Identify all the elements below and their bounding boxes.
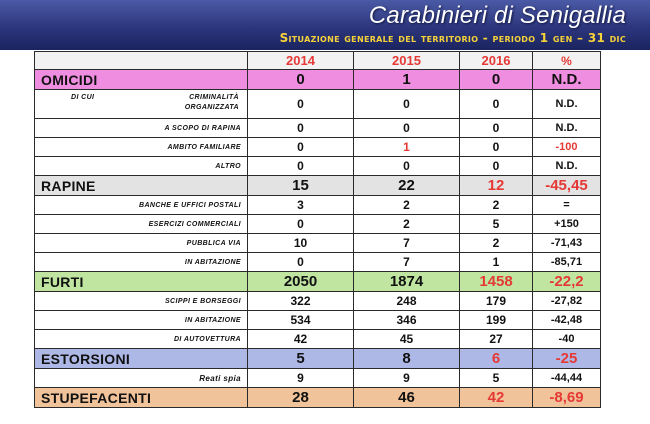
cell-2015: 7 [354, 253, 460, 272]
row-label [35, 90, 248, 119]
cell-percent: N.D. [533, 157, 601, 176]
table-row-criminalita-organizzata [35, 90, 601, 119]
row-label: FURTI [35, 272, 248, 292]
cell-percent: N.D. [533, 119, 601, 138]
cell-2016: 0 [460, 119, 533, 138]
crime-statistics-table [34, 51, 600, 424]
row-label: ALTRO [35, 157, 248, 176]
cell-percent: = [533, 196, 601, 215]
cell-2015: 9 [354, 369, 460, 388]
cell-2015: 2 [354, 215, 460, 234]
cell-percent: -85,71 [533, 253, 601, 272]
cell-2015: 248 [354, 292, 460, 311]
cell-2016: 1458 [460, 272, 533, 292]
cell-2015: 7 [354, 234, 460, 253]
cell-2016: 5 [460, 215, 533, 234]
cell-2016: 179 [460, 292, 533, 311]
header-2016: 2016 [460, 52, 533, 70]
cell-2014: 0 [248, 138, 354, 157]
cell-percent: +150 [533, 215, 601, 234]
cell-2015: 0 [354, 119, 460, 138]
cell-percent: -71,43 [533, 234, 601, 253]
cell-percent: -100 [533, 138, 601, 157]
cell-2016: 0 [460, 157, 533, 176]
cell-percent: -42,48 [533, 311, 601, 330]
table-row-abitazione-furti [35, 311, 601, 330]
cell-percent: -8,69 [533, 388, 601, 408]
row-label: Reati spia [35, 369, 248, 388]
row-label: ESTORSIONI [35, 349, 248, 369]
row-prefix: DI CUI [71, 94, 95, 101]
table-header-row [35, 52, 601, 70]
cell-2014: 3 [248, 196, 354, 215]
row-label: SCIPPI E BORSEGGI [35, 292, 248, 311]
cell-2014: 322 [248, 292, 354, 311]
cell-2016: 6 [460, 349, 533, 369]
cell-2015: 1 [354, 138, 460, 157]
row-label: OMICIDI [35, 70, 248, 90]
header-2015: 2015 [354, 52, 460, 70]
table-row-reati-spia [35, 369, 601, 388]
cell-2016: 42 [460, 388, 533, 408]
cell-2015: 45 [354, 330, 460, 349]
row-label: RAPINE [35, 176, 248, 196]
table-row-stupefacenti [35, 388, 601, 408]
cell-2014: 0 [248, 215, 354, 234]
cell-2014: 0 [248, 90, 354, 119]
table-row-esercizi-commerciali [35, 215, 601, 234]
cell-2015: 0 [354, 90, 460, 119]
cell-2014: 0 [248, 70, 354, 90]
table-row-scopo-rapina [35, 119, 601, 138]
table-row-omicidi [35, 70, 601, 90]
cell-2015: 1874 [354, 272, 460, 292]
table-row-ambito-familiare [35, 138, 601, 157]
table-row-furti [35, 272, 601, 292]
cell-2014: 534 [248, 311, 354, 330]
cell-2016: 2 [460, 196, 533, 215]
row-label: PUBBLICA VIA [35, 234, 248, 253]
cell-2016: 5 [460, 369, 533, 388]
cell-2016: 199 [460, 311, 533, 330]
cell-2014: 28 [248, 388, 354, 408]
table-row-banche [35, 196, 601, 215]
cell-percent: -22,2 [533, 272, 601, 292]
banner-subtitle: Situazione generale del territorio - periodo 1 gen – 31 dic [279, 31, 626, 45]
cell-2016: 12 [460, 176, 533, 196]
cell-percent: -44,44 [533, 369, 601, 388]
header-percent: % [533, 52, 601, 70]
table-row-autovettura [35, 330, 601, 349]
cell-2014: 0 [248, 157, 354, 176]
cell-2015: 346 [354, 311, 460, 330]
cell-2016: 1 [460, 253, 533, 272]
row-label: A SCOPO DI RAPINA [35, 119, 248, 138]
cell-2014: 42 [248, 330, 354, 349]
cell-percent: -40 [533, 330, 601, 349]
row-label: DI AUTOVETTURA [35, 330, 248, 349]
cell-2014: 9 [248, 369, 354, 388]
cell-2015: 2 [354, 196, 460, 215]
cell-2014: 5 [248, 349, 354, 369]
cell-percent: -25 [533, 349, 601, 369]
cell-2016: 0 [460, 70, 533, 90]
cell-2015: 1 [354, 70, 460, 90]
cell-percent: N.D. [533, 70, 601, 90]
cell-2015: 22 [354, 176, 460, 196]
table-row-rapine [35, 176, 601, 196]
cell-2015: 0 [354, 157, 460, 176]
row-label: IN ABITAZIONE [35, 311, 248, 330]
cell-2016: 0 [460, 90, 533, 119]
header-empty-cell [35, 52, 248, 70]
row-label: STUPEFACENTI [35, 388, 248, 408]
row-label-text: CRIMINALITÀ ORGANIZZATA [184, 94, 239, 111]
banner-title: Carabinieri di Senigallia [368, 2, 626, 29]
cell-2014: 2050 [248, 272, 354, 292]
cell-2016: 2 [460, 234, 533, 253]
cell-2014: 0 [248, 253, 354, 272]
row-label: BANCHE E UFFICI POSTALI [35, 196, 248, 215]
table-row-abitazione-rapine [35, 253, 601, 272]
cell-2015: 46 [354, 388, 460, 408]
table-row-pubblica-via [35, 234, 601, 253]
cell-2016: 0 [460, 138, 533, 157]
table-row-altro [35, 157, 601, 176]
table-row-estorsioni [35, 349, 601, 369]
title-banner [0, 0, 650, 50]
cell-2014: 10 [248, 234, 354, 253]
cell-2014: 0 [248, 119, 354, 138]
cell-percent: -45,45 [533, 176, 601, 196]
cell-2014: 15 [248, 176, 354, 196]
cell-2015: 8 [354, 349, 460, 369]
table-row-scippi [35, 292, 601, 311]
row-label: ESERCIZI COMMERCIALI [35, 215, 248, 234]
row-label: AMBITO FAMILIARE [35, 138, 248, 157]
cell-2016: 27 [460, 330, 533, 349]
cell-percent: -27,82 [533, 292, 601, 311]
cell-percent: N.D. [533, 90, 601, 119]
row-label: IN ABITAZIONE [35, 253, 248, 272]
header-2014: 2014 [248, 52, 354, 70]
